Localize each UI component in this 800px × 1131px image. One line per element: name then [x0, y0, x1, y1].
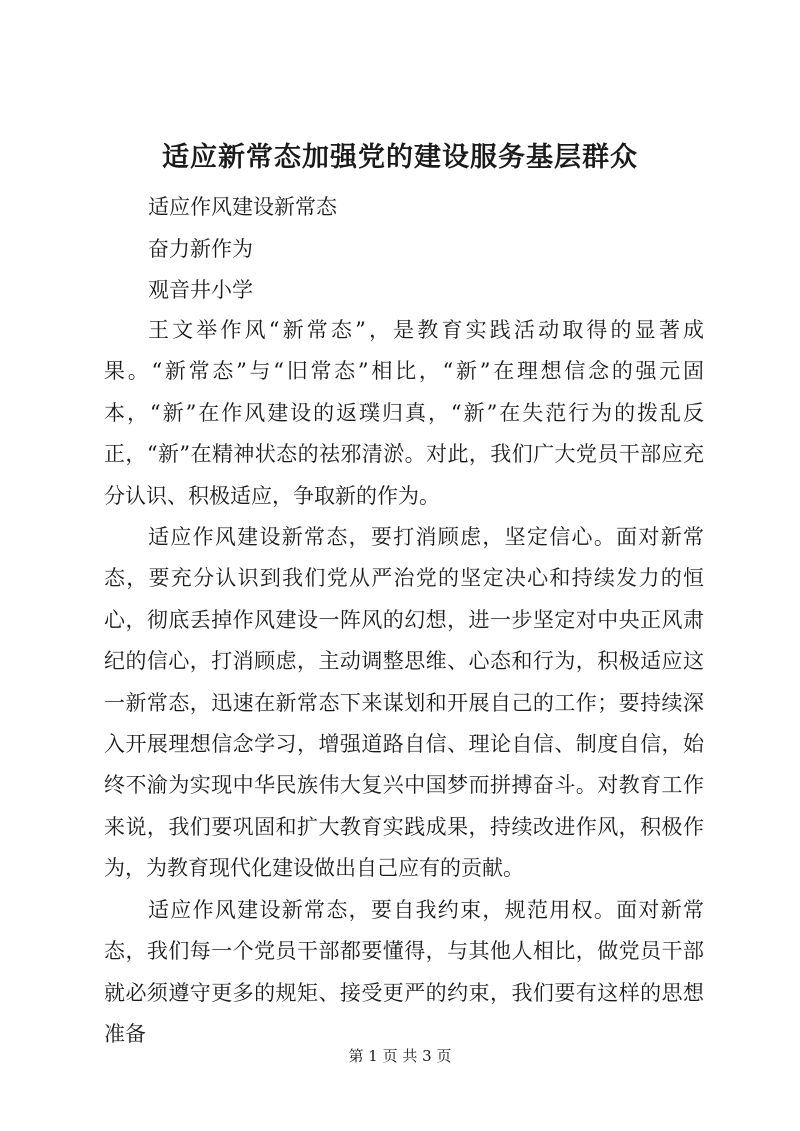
subtitle-line: 奋力新作为: [148, 237, 253, 261]
body-paragraph: 适应作风建设新常态，要自我约束，规范用权。面对新常态，我们每一个党员干部都要懂得，与其他人相比，做党员干部就必须遵守更多的规矩、接受更严的约束，我们要有这样的思想准备: [104, 897, 704, 1046]
author-line: 观音井小学: [148, 278, 253, 302]
page-footer: 第 1 页 共 3 页: [348, 1047, 452, 1065]
subtitle-line: 适应作风建设新常态: [148, 195, 337, 219]
body-paragraph: 王文举作风“新常态”，是教育实践活动取得的显著成果。“新常态”与“旧常态”相比，“新”在理想信念的强元固本，“新”在作风建设的返璞归真，“新”在失范行为的拨乱反正，“新”在精神状态的祛邪清淤。对此，我们广大党员干部应充分认识、积极适应，争取新的作为。: [104, 318, 704, 508]
document-title: 适应新常态加强党的建设服务基层群众: [162, 142, 638, 173]
body-paragraph: 适应作风建设新常态，要打消顾虑，坚定信心。面对新常态，要充分认识到我们党从严治党的坚定决心和持续发力的恒心，彻底丢掉作风建设一阵风的幻想，进一步坚定对中央正风肃纪的信心，打消顾虑，主动调整思维、心态和行为，积极适应这一新常态，迅速在新常态下来谋划和开展自己的工作；要持续深入开展理想信念学习，增强道路自信、理论自信、制度自信，始终不渝为实现中华民族伟大复兴中国梦而拼搏奋斗。对教育工作来说，我们要巩固和扩大教育实践成果，持续改进作风，积极作为，为教育现代化建设做出自己应有的贡献。: [104, 525, 704, 881]
document-body: [104, 310, 704, 1055]
